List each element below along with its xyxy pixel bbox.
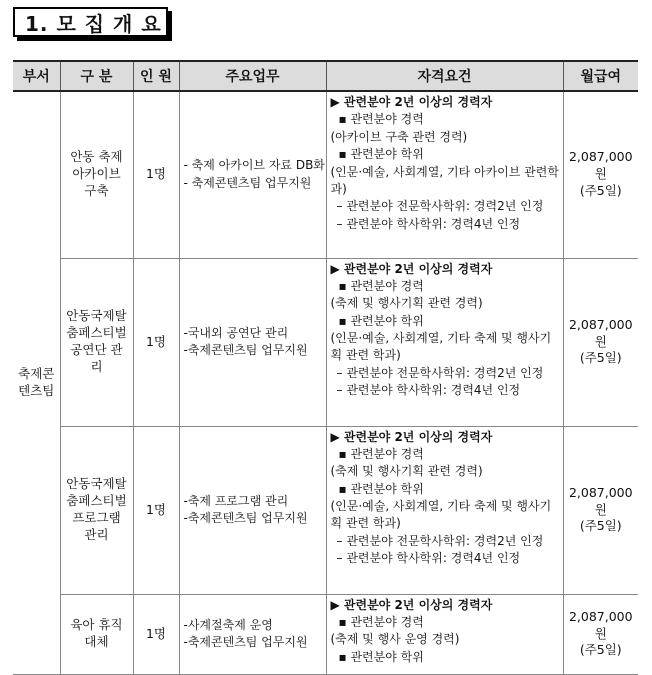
personnel-count: 1명 [133,426,179,594]
salary-amount: 2,087,000원 [568,149,633,182]
qualification-cell [326,258,563,426]
category-cell: 안동국제탈춤페스티벌 프로그램 관리 [60,426,133,594]
salary-cell [563,258,638,426]
qualification-line: ▪ 관련분야 경력 [338,614,424,629]
header-category: 구 분 [60,61,133,91]
qualification-line: (축제 및 행사기획 관련 경력) [330,464,483,479]
qualification-line: – 관련분야 학사학위: 경력4년 인정 [336,383,521,398]
duty-item: -축제 프로그램 관리 [183,493,289,508]
section-title: 1. 모 집 개 요 [13,7,168,37]
table-row [13,426,638,594]
qualification-line: ▪ 관련분야 학위 [338,481,424,496]
salary-amount: 2,087,000원 [568,608,633,641]
duty-item: -국내외 공연단 관리 [183,325,289,340]
duties-cell [179,426,326,594]
qualification-line: (인문·예술, 사회계열, 기타 축제 및 행사기획 관련 학과) [330,499,552,531]
header-personnel: 인 원 [133,61,179,91]
category-cell: 육아 휴직대체 [60,594,133,674]
table-row [13,594,638,674]
qualification-line: ▪ 관련분야 경력 [338,278,424,293]
qualification-cell [326,594,563,674]
table-row [13,258,638,426]
duty-item: -축제콘텐츠팀 업무지원 [183,511,308,525]
qualification-line: ▪ 관련분야 학위 [338,649,424,664]
personnel-count: 1명 [133,91,179,258]
duty-item: - 축제콘텐츠팀 업무지원 [183,175,312,190]
salary-cell [563,594,638,674]
duties-cell [179,91,326,258]
qualification-heading: ▶ 관련분야 2년 이상의 경력자 [330,95,493,109]
salary-amount: 2,087,000원 [568,484,633,517]
qualification-line: (축제 및 행사 운영 경력) [330,632,460,647]
salary-amount: 2,087,000원 [568,316,633,349]
qualification-line: ▪ 관련분야 학위 [338,147,424,162]
qualification-line: (인문·예술, 사회계열, 기타 아카이브 관련학과) [330,164,559,196]
qualification-line: (아카이브 구축 관련 경력) [330,129,468,144]
header-duties: 주요업무 [179,61,326,91]
qualification-heading: ▶ 관련분야 2년 이상의 경력자 [330,429,493,444]
table-row [13,91,638,258]
recruitment-table [13,60,638,675]
personnel-count: 1명 [133,258,179,426]
qualification-line: ▪ 관련분야 경력 [338,112,424,127]
qualification-heading: ▶ 관련분야 2년 이상의 경력자 [330,597,493,612]
category-cell: 안동 축제 아카이브 구축 [60,91,133,258]
duty-item: -사계절축제 운영 [183,617,273,632]
header-qualification: 자격요건 [326,61,563,91]
salary-note: (주5일) [579,183,622,199]
qualification-line: ▪ 관련분야 경력 [338,446,424,461]
salary-note: (주5일) [579,518,622,534]
duties-cell [179,258,326,426]
qualification-cell [326,426,563,594]
table-header-row [13,61,638,91]
salary-note: (주5일) [579,642,622,658]
duties-cell [179,594,326,674]
salary-cell [563,426,638,594]
header-salary: 월급여 [563,61,638,91]
personnel-count: 1명 [133,594,179,674]
duty-item: - 축제 아카이브 자료 DB화 [183,158,325,173]
qualification-line: – 관련분야 학사학위: 경력4년 인정 [336,551,521,566]
qualification-line: – 관련분야 전문학사학위: 경력2년 인정 [336,533,544,548]
duty-item: -축제콘텐츠팀 업무지원 [183,343,308,357]
qualification-cell [326,91,563,258]
salary-note: (주5일) [579,350,622,366]
qualification-line: – 관련분야 전문학사학위: 경력2년 인정 [336,365,544,380]
qualification-line: (인문·예술, 사회계열, 기타 축제 및 행사기획 관련 학과) [330,331,552,363]
qualification-line: (축제 및 행사기획 관련 경력) [330,296,483,311]
duty-item: -축제콘텐츠팀 업무지원 [183,635,308,649]
qualification-line: ▪ 관련분야 학위 [338,313,424,328]
qualification-heading: ▶ 관련분야 2년 이상의 경력자 [330,261,493,276]
category-cell: 안동국제탈춤페스티벌 공연단 관리 [60,258,133,426]
qualification-line: – 관련분야 학사학위: 경력4년 인정 [336,216,521,231]
department-name: 축제콘텐츠팀 [18,365,55,398]
header-dept: 부서 [13,61,60,91]
department-cell [13,91,60,674]
salary-cell [563,91,638,258]
qualification-line: – 관련분야 전문학사학위: 경력2년 인정 [336,199,544,214]
